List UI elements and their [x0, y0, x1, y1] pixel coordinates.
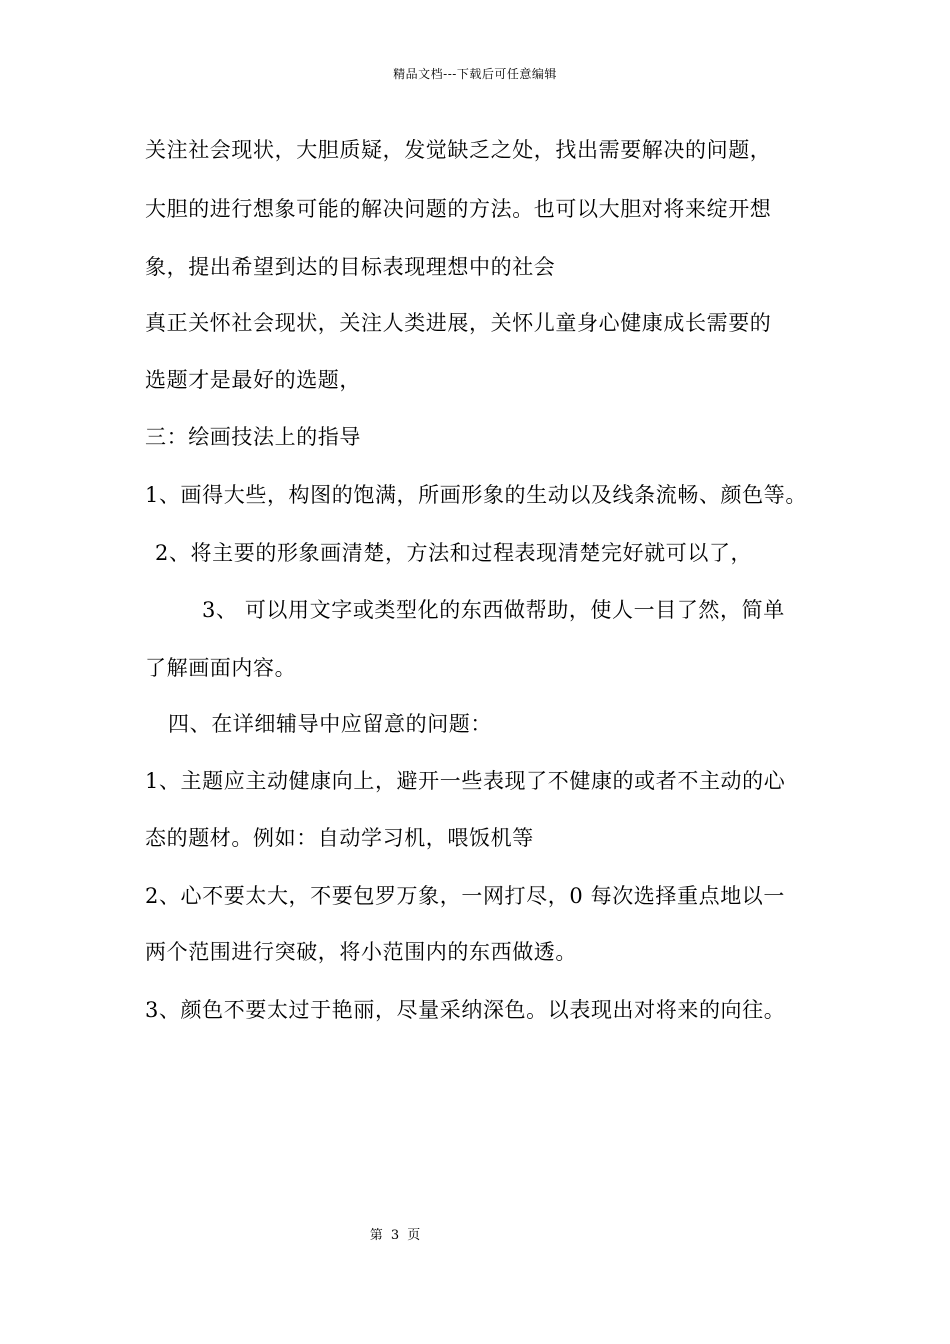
body-line: 大胆的进行想象可能的解决问题的方法。也可以大胆对将来绽开想 [145, 197, 772, 221]
body-line: 1、画得大些，构图的饱满，所画形象的生动以及线条流畅、颜色等。 [145, 483, 807, 507]
body-line: 关注社会现状，大胆质疑，发觉缺乏之处，找出需要解决的问题， [145, 138, 772, 162]
body-line: 了解画面内容。 [145, 656, 297, 680]
body-line: 态的题材。例如：自动学习机，喂饭机等 [145, 826, 534, 850]
page-number: 3 [390, 1228, 400, 1243]
body-line: 两个范围进行突破，将小范围内的东西做透。 [145, 940, 577, 964]
footer-suffix: 页 [407, 1228, 421, 1243]
page-header: 精品文档---下载后可任意编辑 [393, 67, 557, 81]
body-line: 1、主题应主动健康向上，避开一些表现了不健康的或者不主动的心 [145, 769, 786, 793]
body-line: 3、颜色不要太过于艳丽，尽量采纳深色。以表现出对将来的向往。 [145, 998, 786, 1022]
body-line: 2、心不要太大，不要包罗万象，一网打尽，0 每次选择重点地以一 [145, 884, 785, 908]
section-heading: 三：绘画技法上的指导 [145, 425, 361, 449]
body-line: 3、 可以用文字或类型化的东西做帮助，使人一目了然，简单 [202, 598, 785, 622]
page-footer [0, 1228, 790, 1244]
body-line: 象，提出希望到达的目标表现理想中的社会 [145, 255, 556, 279]
body-line: 选题才是最好的选题， [145, 368, 361, 392]
body-line: 2、将主要的形象画清楚，方法和过程表现清楚完好就可以了， [155, 541, 753, 565]
section-heading: 四、在详细辅导中应留意的问题： [168, 712, 492, 736]
body-line: 真正关怀社会现状，关注人类进展，关怀儿童身心健康成长需要的 [145, 311, 772, 335]
footer-prefix: 第 [369, 1228, 383, 1243]
